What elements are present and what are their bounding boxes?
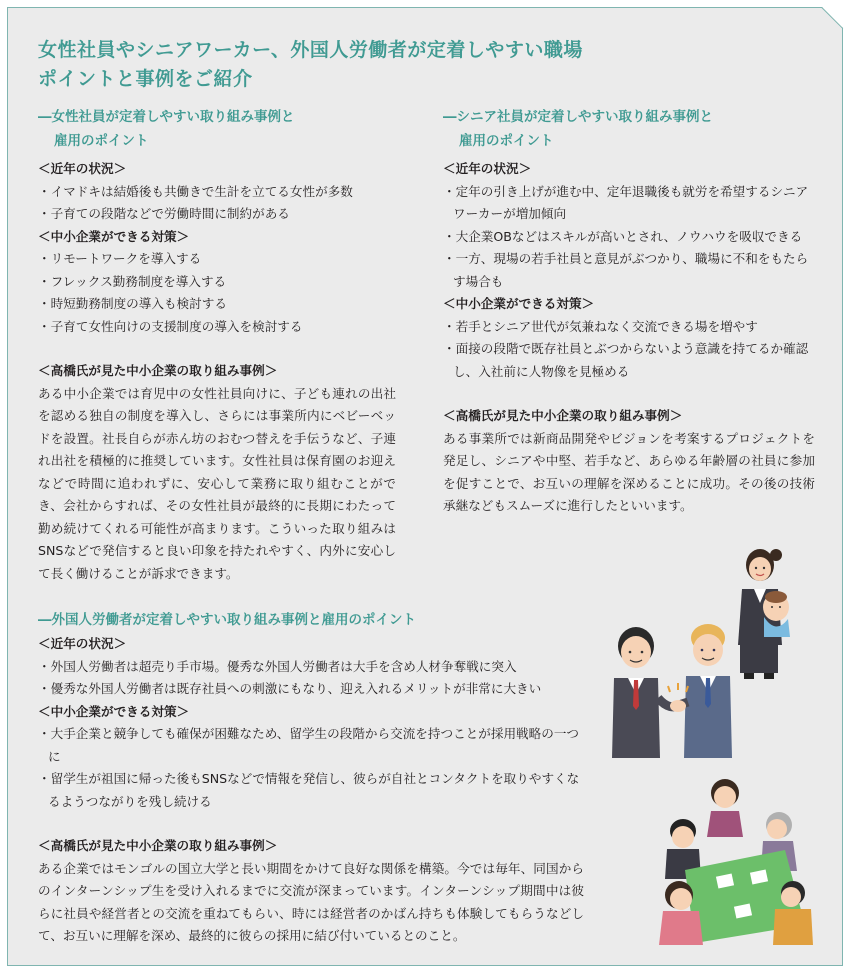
list-item: ・留学生が祖国に帰った後もSNSなどで情報を発信し、彼らが自社とコンタクトを取りやすくなるようつながりを残し続ける (38, 771, 580, 809)
list-item: ・若手とシニア世代が気兼ねなく交流できる場を増やす (443, 318, 758, 334)
list-item: ・優秀な外国人労働者は既存社員への刺激にもなり、迎え入れるメリットが非常に大きい (38, 681, 542, 696)
women-section-title: ―女性社員が定着しやすい取り組み事例と 雇用のポイント (38, 109, 295, 149)
senior-section-body (443, 158, 815, 518)
list-item: ・外国人労働者は超売り手市場。優秀な外国人労働者は大手を含め人材争奪戦に突入 (38, 658, 517, 674)
women-section-body (38, 158, 396, 585)
list-item: ・フレックス勤務制度を導入する (38, 273, 227, 289)
senior-recent-heading: ＜近年の状況＞ (443, 161, 532, 176)
senior-case-text: ある事業所では新商品開発やビジョンを考案するプロジェクトを発足し、シニアや中堅、若手など、あらゆる年齢層の社員に参加を促すことで、お互いの理解を深めることに成功。その後の技術承継などもスムーズに進行したといいます。 (443, 430, 815, 513)
list-item: ・定年の引き上げが進む中、定年退職後も就労を希望するシニアワーカーが増加傾向 (443, 183, 809, 221)
foreign-section-title: ―外国人労働者が定着しやすい取り組み事例と雇用のポイント (38, 612, 416, 628)
senior-case-heading: ＜高橋氏が見た中小企業の取り組み事例＞ (443, 408, 683, 423)
list-item: ・大企業OBなどはスキルが高いとされ、ノウハウを吸収できる (443, 228, 803, 244)
foreign-measures-heading: ＜中小企業ができる対策＞ (38, 703, 190, 719)
women-recent-heading: ＜近年の状況＞ (38, 161, 127, 176)
foreign-case-text: ある企業ではモンゴルの国立大学と長い期間をかけて良好な関係を構築。今では毎年、同国からのインターンシップ生を受け入れるまでに交流が深まっています。インターンシップ期間中は彼らに社員や経営者との交流を重ねてもらい、時には経営者のかばん持ちも体験してもらうなどして、お互いに理解を深め、最終的に彼らの採用に結び付いているとのこと。 (38, 860, 584, 943)
list-item: ・リモートワークを導入する (38, 251, 202, 266)
list-item: ・子育ての段階などで労働時間に制約がある (38, 206, 290, 221)
list-item: ・子育て女性向けの支援制度の導入を検討する (38, 318, 303, 334)
list-item: ・イマドキは結婚後も共働きで生計を立てる女性が多数 (38, 183, 353, 199)
handshake-illustration (608, 620, 748, 760)
women-case-heading: ＜高橋氏が見た中小企業の取り組み事例＞ (38, 363, 278, 378)
women-measures-heading: ＜中小企業ができる対策＞ (38, 228, 190, 244)
list-item: ・大手企業と競争しても確保が困難なため、留学生の段階から交流を持つことが採用戦略の一つに (38, 726, 580, 764)
list-item: ・面接の段階で既存社員とぶつからないよう意識を持てるか確認し、入社前に人物像を見極める (443, 341, 809, 379)
senior-section-title: ―シニア社員が定着しやすい取り組み事例と 雇用のポイント (443, 109, 713, 149)
foreign-section-body (38, 633, 584, 948)
women-case-text: ある中小企業では育児中の女性社員向けに、子ども連れの出社を認める独自の制度を導入し、さらには事業所内にベビーベッドを設置。社長自らが赤ん坊のおむつ替えを手伝うなど、子連れ出社を積極的に推奨しています。女性社員は保育園のお迎えなどで時間に追われずに、安心して業務に取り組むことができ、会社からすれば、その女性社員が最終的に長期にわたって勤め続けてくれる可能性が高まります。こういった取り組みはSNSなどで発信すると良い印象を持たれやすく、内外に安心して長く働けることが訴求できます。 (38, 385, 396, 581)
list-item: ・時短勤務制度の導入も検討する (38, 296, 227, 311)
page-title: 女性社員やシニアワーカー、外国人労働者が定着しやすい職場 ポイントと事例をご紹介 (38, 39, 583, 90)
senior-measures-heading: ＜中小企業ができる対策＞ (443, 296, 595, 311)
foreign-case-heading: ＜高橋氏が見た中小企業の取り組み事例＞ (38, 838, 278, 853)
list-item: ・一方、現場の若手社員と意見がぶつかり、職場に不和をもたらす場合も (443, 251, 809, 289)
foreign-recent-heading: ＜近年の状況＞ (38, 636, 127, 651)
meeting-table-illustration (655, 775, 815, 945)
